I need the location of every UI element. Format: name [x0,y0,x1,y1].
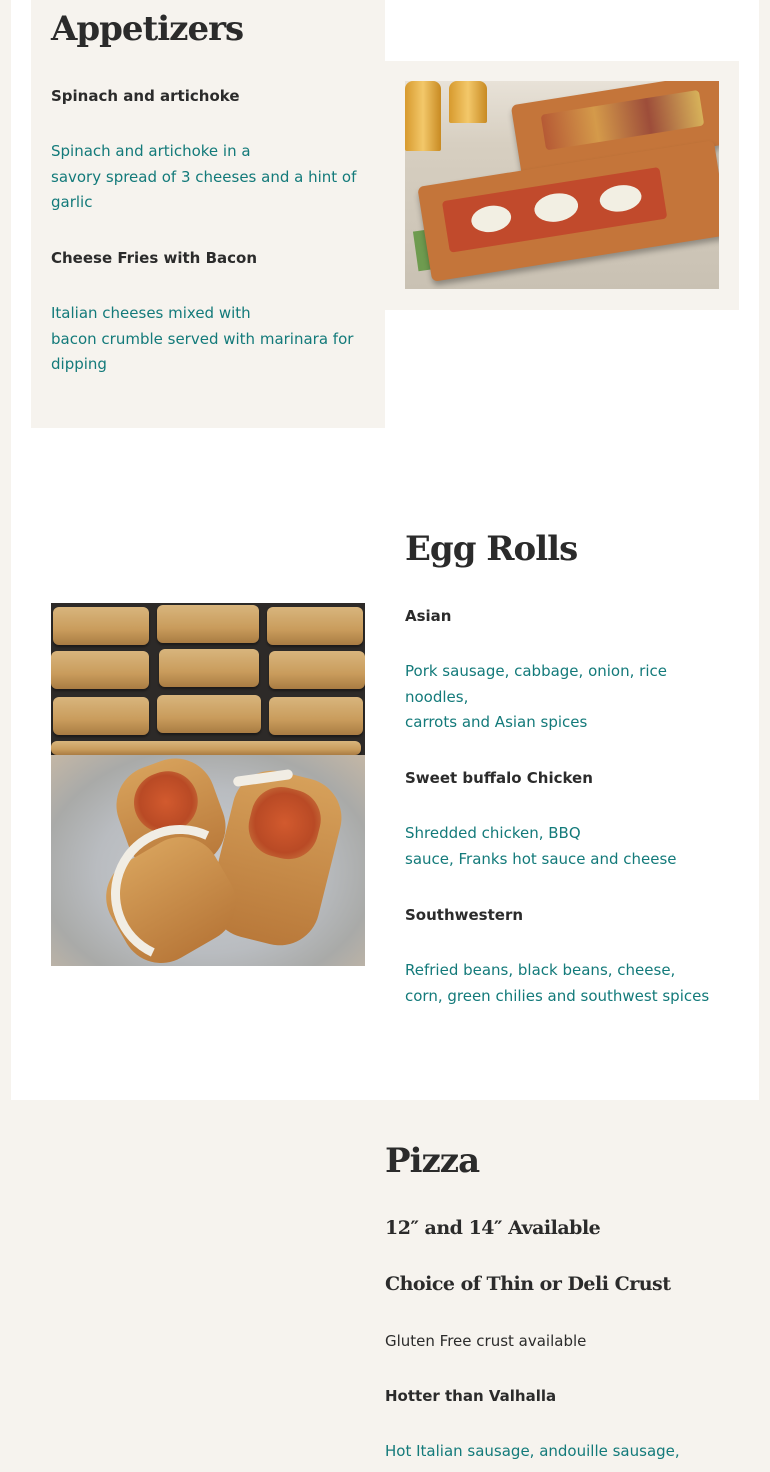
egg-roll [267,607,363,645]
menu-item-name: Cheese Fries with Bacon [51,249,258,267]
egg-roll-filling [242,781,327,866]
egg-roll [157,695,261,733]
egg-roll [159,649,259,687]
menu-item-name: Asian [405,607,452,625]
menu-item-name: Hotter than Valhalla [385,1387,557,1405]
egg-roll [51,651,149,689]
pizza-crust-note: Choice of Thin or Deli Crust [385,1273,671,1295]
egg-rolls-heading: Egg Rolls [405,529,578,569]
flatbread-photo [405,81,719,289]
menu-item-description: Italian cheeses mixed with bacon crumble served with marinara for dipping [51,304,354,373]
egg-roll [53,607,149,645]
pizza-heading: Pizza [385,1141,480,1181]
egg-rolls-photo [51,603,365,966]
menu-item-description: Shredded chicken, BBQ sauce, Franks hot sauce and cheese [405,824,677,868]
pizza-size-note: 12″ and 14″ Available [385,1217,601,1239]
egg-roll [53,697,149,735]
menu-item-name: Southwestern [405,906,524,924]
menu-item-description: Refried beans, black beans, cheese, corn, green chilies and southwest spices [405,961,710,1005]
cheese [532,190,580,225]
cheese [598,182,644,214]
beer-glass [449,81,487,123]
egg-roll [269,697,363,735]
egg-roll [51,741,361,755]
menu-item-description: Spinach and artichoke in a savory spread of 3 cheeses and a hint of garlic [51,142,357,211]
flatbread [442,167,667,253]
menu-item-name: Sweet buffalo Chicken [405,769,593,787]
menu-item-description: Pork sausage, cabbage, onion, rice noodles, carrots and Asian spices [405,662,667,731]
beer-glass [405,81,441,151]
gluten-free-note: Gluten Free crust available [385,1332,587,1350]
egg-rolls-plate [51,755,365,966]
egg-roll [269,651,365,689]
cheese [469,203,513,235]
egg-roll [157,605,259,643]
menu-item-description: Hot Italian sausage, andouille sausage, [385,1442,680,1460]
flatbread [541,90,705,151]
egg-rolls-tray [51,603,365,755]
appetizers-heading: Appetizers [51,9,244,49]
menu-item-name: Spinach and artichoke [51,87,240,105]
